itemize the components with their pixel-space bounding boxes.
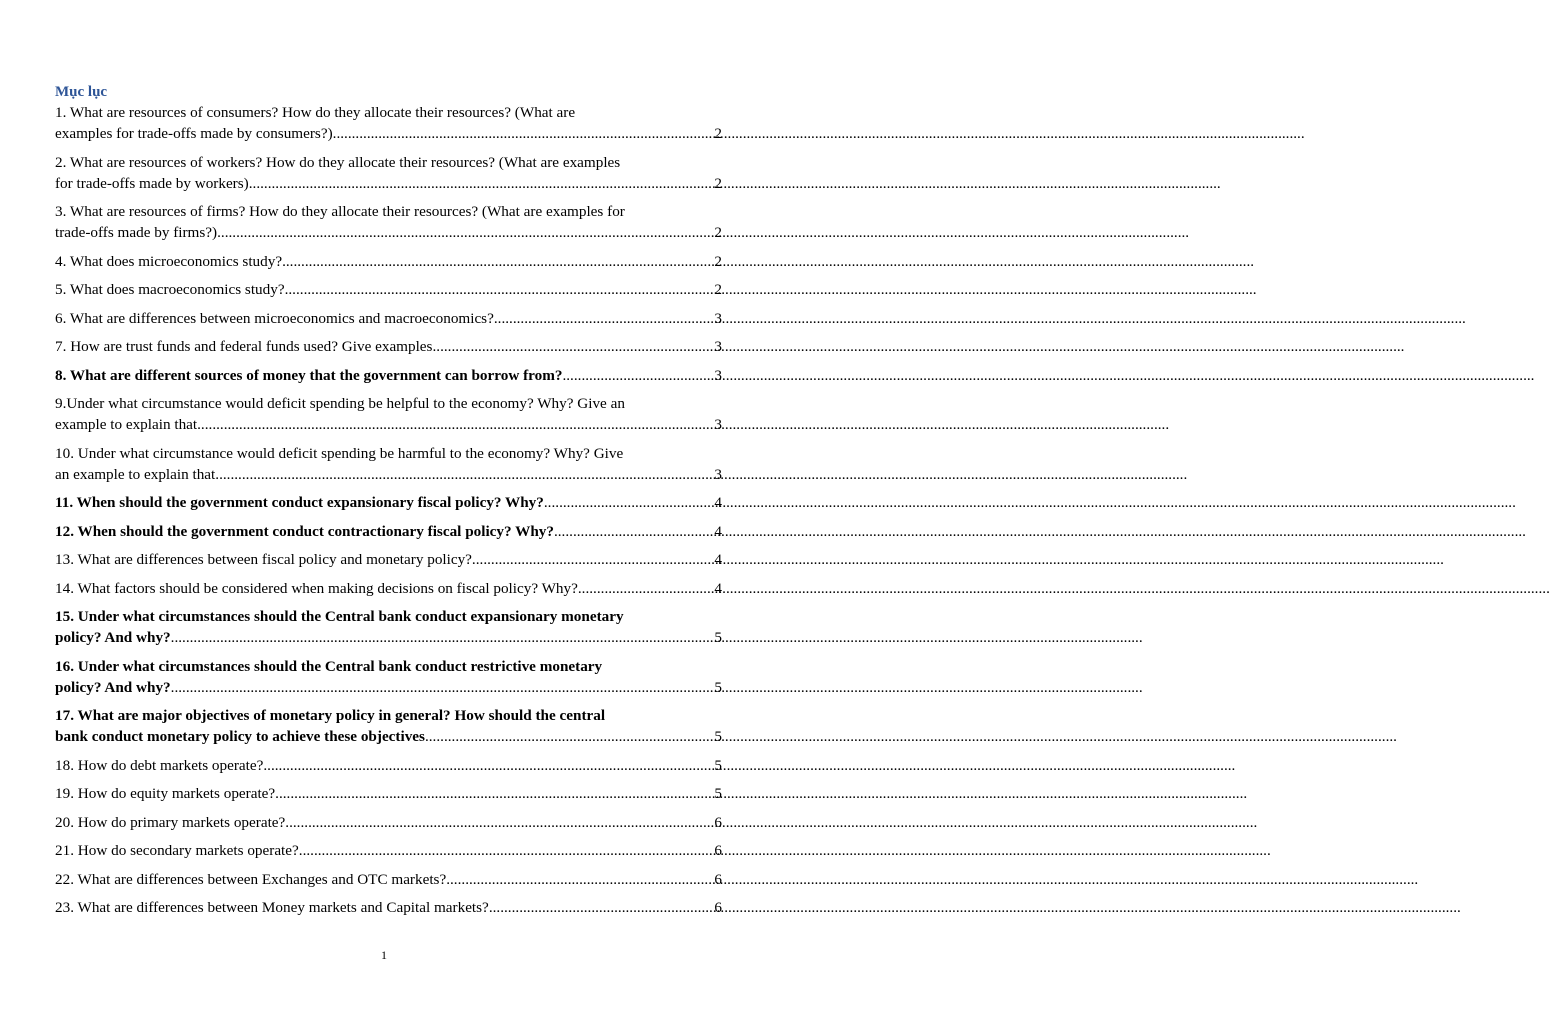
toc-entry[interactable] [55,443,722,485]
toc-page-number: 2 [714,224,722,241]
toc-entry-line [55,677,722,698]
toc-entry-line [55,308,722,329]
toc-entry-text: bank conduct monetary policy to achieve these objectives [55,728,425,745]
toc-entry-line [55,414,722,435]
dot-leader [299,840,714,861]
dot-leader [446,869,713,890]
dot-leader [562,365,713,386]
toc-page-number: 6 [714,813,722,831]
toc-entry[interactable] [55,897,722,918]
toc-entry-text: policy? And why? [55,678,171,696]
dot-leader [217,222,713,243]
toc-entry-text: 6. What are differences between microeconomics and macroeconomics? [55,309,494,327]
dot-leader [249,173,714,194]
toc-entry-text: 5. What does macroeconomics study? [55,281,285,298]
dot-leader [494,308,714,329]
toc-entry-line [55,464,722,485]
toc-entry[interactable] [55,521,722,542]
dot-leader [578,578,714,599]
toc-entry[interactable] [55,152,722,194]
toc-entry-line [55,173,722,194]
toc-entry-line [55,365,722,386]
toc-page-number: 5 [714,678,722,696]
toc-page-number: 2 [714,281,722,298]
toc-entry-line [55,222,722,243]
page-number: 1 [381,948,387,962]
toc-entry[interactable] [55,102,722,144]
toc-page-number: 4 [714,522,722,540]
toc-entry-line [55,755,722,776]
toc-page-number: 3 [714,416,722,433]
toc-entry-text: example to explain that [55,416,198,433]
toc-entry-text-line1: 15. Under what circumstances should the Central bank conduct expansionary monetary [55,608,624,625]
toc-page-number: 4 [714,494,722,511]
dot-leader [282,251,713,272]
dot-leader [275,783,713,804]
toc-entry[interactable] [55,755,722,776]
toc-page-number: 6 [714,899,722,916]
toc-page-number: 3 [714,338,722,355]
toc-entry-text-line1: 17. What are major objectives of monetary policy in general? How should the central [55,707,606,724]
toc-entry-text-line1: 16. Under what circumstances should the Central bank conduct restrictive monetary [55,657,603,675]
toc-entry-text-line1: 3. What are resources of firms? How do they allocate their resources? (What are examples for [55,203,625,220]
toc-title: Mục lục [55,84,108,100]
dot-leader [432,336,713,357]
toc-entry[interactable] [55,308,722,329]
toc-entry-text: 19. How do equity markets operate? [55,785,276,802]
dot-leader [197,414,713,435]
toc-entry-line [55,578,722,599]
toc-entry-text-line1: 2. What are resources of workers? How do they allocate their resources? (What are examples [55,153,621,171]
toc-entry[interactable] [55,869,722,890]
dot-leader [285,279,714,300]
toc-entry-line [55,251,722,272]
toc-page-number: 2 [714,125,722,142]
toc-page-number: 3 [714,465,722,483]
toc-entry[interactable] [55,549,722,570]
dot-leader [489,897,714,918]
toc-entry-text: 7. How are trust funds and federal funds used? Give examples [55,338,433,355]
toc-entry-text: an example to explain that [55,465,216,483]
dot-leader [333,123,714,144]
toc-entry-text-line1: 1. What are resources of consumers? How do they allocate their resources? (What are [55,104,576,121]
toc-entry-text: 22. What are differences between Exchanges and OTC markets? [55,870,447,888]
toc-page-number: 3 [714,309,722,327]
toc-list [55,102,722,918]
toc-entry-text: for trade-offs made by workers) [55,174,249,192]
toc-page-number: 5 [714,756,722,774]
toc-entry[interactable] [55,656,722,698]
toc-page-number: 6 [714,842,722,859]
toc-entry-text: 23. What are differences between Money markets and Capital markets? [55,899,489,916]
toc-page-number: 3 [714,366,722,384]
toc-entry-text: 12. When should the government conduct contractionary fiscal policy? Why? [55,522,554,540]
toc-entry-text: 13. What are differences between fiscal policy and monetary policy? [55,551,472,568]
toc-entry[interactable] [55,336,722,357]
toc-page-number: 2 [714,174,722,192]
toc-page-number: 6 [714,870,722,888]
toc-entry-line [55,812,722,833]
toc-entry-text: trade-offs made by firms?) [55,224,218,241]
toc-entry-text: 18. How do debt markets operate? [55,756,264,774]
toc-entry-line [55,336,722,357]
toc-entry-text: 8. What are different sources of money that the government can borrow from? [55,366,563,384]
toc-entry[interactable] [55,492,722,513]
toc-entry[interactable] [55,812,722,833]
toc-entry-text: 21. How do secondary markets operate? [55,842,299,859]
dot-leader [554,521,713,542]
toc-entry-line [55,521,722,542]
toc-entry[interactable] [55,251,722,272]
toc-entry-text: 11. When should the government conduct expansionary fiscal policy? Why? [55,494,544,511]
toc-entry[interactable] [55,705,722,747]
toc-page-number: 5 [714,728,722,745]
dot-leader [544,492,714,513]
dot-leader [263,755,713,776]
toc-entry[interactable] [55,606,722,648]
toc-entry-line [55,840,722,861]
document-page [55,82,722,926]
toc-entry[interactable] [55,279,722,300]
toc-entry-text: examples for trade-offs made by consumers?) [55,125,333,142]
toc-entry-text: policy? And why? [55,629,171,646]
toc-entry-line [55,783,722,804]
toc-page-number: 4 [714,579,722,597]
toc-entry[interactable] [55,578,722,599]
toc-page-number: 4 [714,551,722,568]
toc-entry[interactable] [55,365,722,386]
toc-page-number: 2 [714,252,722,270]
toc-entry-line [55,279,722,300]
toc-entry-line [55,897,722,918]
toc-entry-text: 4. What does microeconomics study? [55,252,283,270]
toc-entry[interactable] [55,783,722,804]
toc-entry-line [55,492,722,513]
toc-entry-line [55,726,722,747]
toc-entry[interactable] [55,840,722,861]
toc-entry-line [55,627,722,648]
toc-entry-line [55,549,722,570]
dot-leader [472,549,713,570]
toc-entry-text: 14. What factors should be considered when making decisions on fiscal policy? Why? [55,579,578,597]
toc-entry[interactable] [55,393,722,435]
toc-entry-text: 20. How do primary markets operate? [55,813,286,831]
toc-entry-line [55,869,722,890]
dot-leader [285,812,713,833]
toc-page-number: 5 [714,785,722,802]
toc-entry-line [55,123,722,144]
toc-entry-text-line1: 10. Under what circumstance would deficit spending be harmful to the economy? Why? Give [55,444,624,462]
dot-leader [171,677,714,698]
dot-leader [215,464,713,485]
toc-entry-text-line1: 9.Under what circumstance would deficit spending be helpful to the economy? Why? Give an [55,395,625,412]
toc-entry[interactable] [55,201,722,243]
dot-leader [171,627,714,648]
dot-leader [425,726,713,747]
toc-page-number: 5 [714,629,722,646]
